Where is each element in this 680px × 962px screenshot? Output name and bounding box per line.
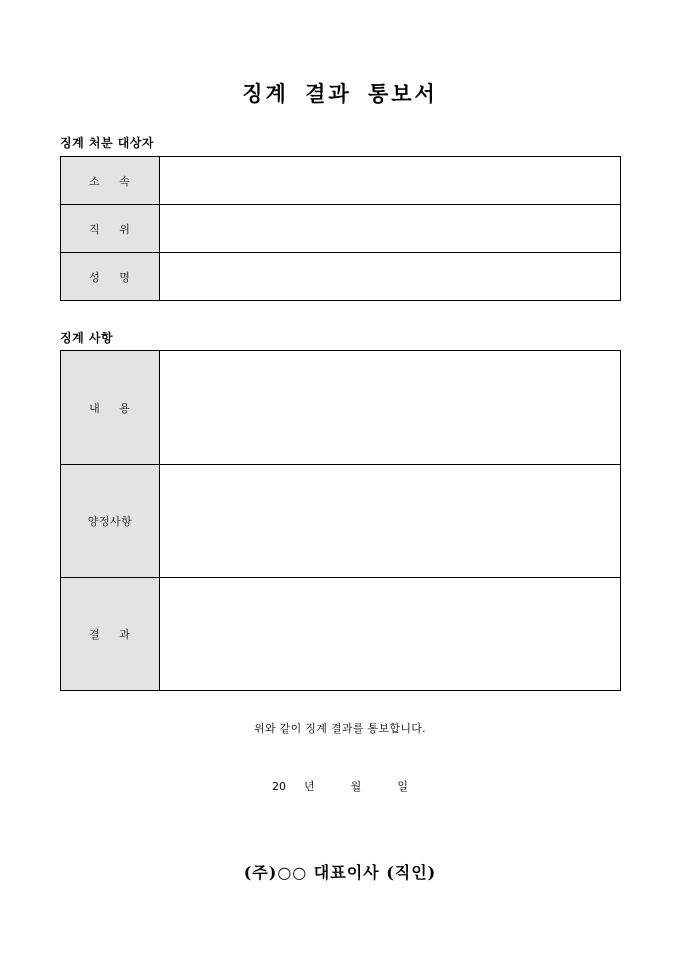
name-field[interactable] <box>160 253 621 301</box>
department-field[interactable] <box>160 157 621 205</box>
content-field[interactable] <box>160 351 621 465</box>
table-row <box>61 465 621 578</box>
row-header-department: 소 속 <box>61 157 160 205</box>
section-label-details: 징계 사항 <box>60 331 114 345</box>
table-row <box>61 157 621 205</box>
section-label-target: 징계 처분 대상자 <box>60 136 155 150</box>
disciplinary-details-table <box>60 350 621 691</box>
row-header-result: 결 과 <box>61 578 160 691</box>
date-day-unit: 일 <box>397 780 408 793</box>
result-field[interactable] <box>160 578 621 691</box>
table-row <box>61 253 621 301</box>
table-row <box>61 578 621 691</box>
table-row <box>61 205 621 253</box>
signer-line: (주)○○ 대표이사 (직인) <box>243 863 437 882</box>
row-header-position: 직 위 <box>61 205 160 253</box>
row-header-content: 내 용 <box>61 351 160 465</box>
sentencing-field[interactable] <box>160 465 621 578</box>
date-year-unit: 년 <box>304 780 315 793</box>
date-line <box>0 778 680 794</box>
target-info-table <box>60 156 621 301</box>
row-header-sentencing: 양정사항 <box>61 465 160 578</box>
date-year-prefix: 20 <box>272 780 287 793</box>
position-field[interactable] <box>160 205 621 253</box>
notice-text: 위와 같이 징계 결과를 통보합니다. <box>254 722 426 735</box>
row-header-name: 성 명 <box>61 253 160 301</box>
table-row <box>61 351 621 465</box>
date-month-unit: 월 <box>350 780 362 793</box>
document-title: 징계 결과 통보서 <box>242 81 438 106</box>
